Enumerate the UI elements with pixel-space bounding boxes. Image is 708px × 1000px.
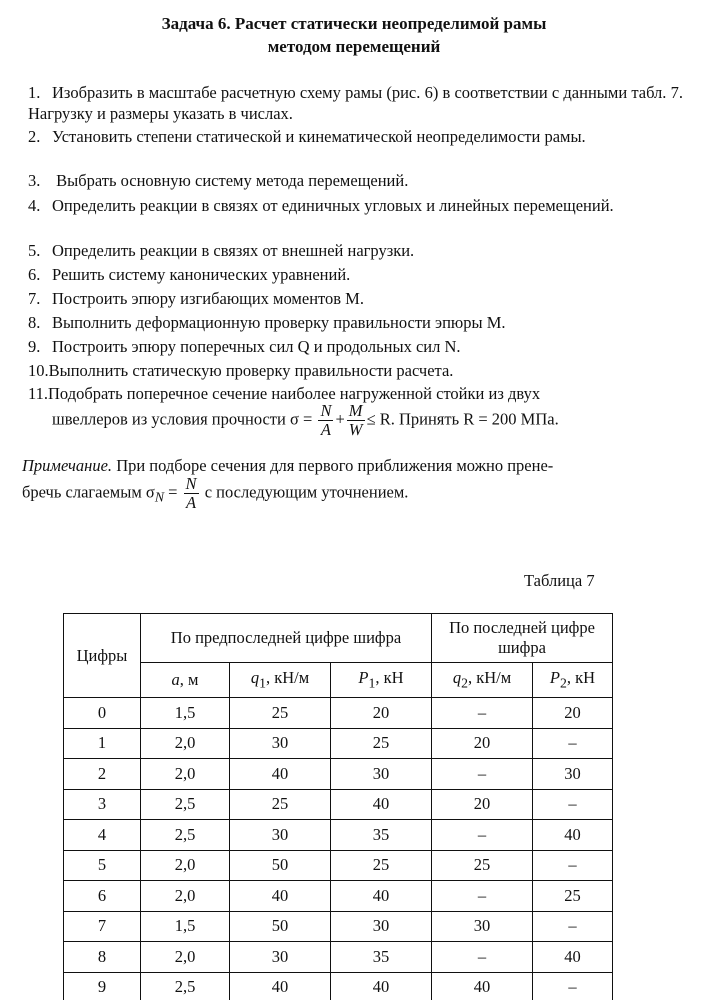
table-cell: 2,0 [141, 728, 230, 759]
table-cell: 3 [64, 789, 141, 820]
table-cell: 25 [331, 850, 432, 881]
fraction-m-w: $\frac{M}{W}$ [348, 401, 363, 439]
table-row [64, 728, 613, 759]
table-row [64, 698, 613, 729]
list-item-11: 11.Подобрать поперечное сечение наиболее нагруженной стойки из двух [28, 384, 541, 403]
table-cell: 50 [230, 911, 331, 942]
table-cell: 8 [64, 942, 141, 973]
table-row [64, 942, 613, 973]
table-cell: 30 [331, 911, 432, 942]
table-cell: – [533, 789, 613, 820]
table-cell: 30 [230, 820, 331, 851]
table-cell: 2,0 [141, 881, 230, 912]
table-row [64, 911, 613, 942]
table-cell: – [533, 972, 613, 1000]
table-cell: 1 [64, 728, 141, 759]
table-cell: 2,5 [141, 820, 230, 851]
table-cell: 20 [432, 789, 533, 820]
list-item-10: 10.Выполнить статическую проверку правильности расчета. [28, 361, 454, 380]
table-cell: – [432, 698, 533, 729]
table-cell: 40 [230, 972, 331, 1000]
table-cell: 30 [432, 911, 533, 942]
table-cell: 20 [533, 698, 613, 729]
list-item-1: 1. Изобразить в масштабе расчетную схему рамы (рис. 6) в соответствии с данными табл. 7. Нагрузку и размеры указать в числах. [28, 83, 683, 123]
col-q1: $q_1$, кН/м [230, 663, 331, 698]
strength-condition: швеллеров из условия прочности σ = $\frac{N}{A}$ + $\frac{M}{W}$ ≤ R. Принять R = 200 МПа. [52, 401, 559, 439]
table-cell: 35 [331, 942, 432, 973]
table-row [64, 789, 613, 820]
table-cell: 35 [331, 820, 432, 851]
table-cell: 40 [331, 881, 432, 912]
table-cell: 9 [64, 972, 141, 1000]
list-item-4: 4. Определить реакции в связях от единичных угловых и линейных перемещений. [28, 196, 614, 215]
header-digits: Цифры [64, 614, 141, 698]
note-line-2: бречь слагаемым $\sigma_N$ = $\frac{N}{A}$ с последующим уточнением. [22, 474, 409, 512]
col-p2: $P_2$, кН [533, 663, 613, 698]
table-cell: 25 [331, 728, 432, 759]
table-cell: 2,0 [141, 942, 230, 973]
table-caption: Таблица 7 [524, 571, 595, 590]
fraction-n-a: $\frac{N}{A}$ [320, 401, 332, 439]
table-cell: 5 [64, 850, 141, 881]
col-p1: $P_1$, кН [331, 663, 432, 698]
table-row [64, 759, 613, 790]
table-cell: 40 [432, 972, 533, 1000]
table-cell: 25 [533, 881, 613, 912]
table-cell: 2,0 [141, 759, 230, 790]
table-cell: 30 [230, 942, 331, 973]
table-cell: 2,5 [141, 972, 230, 1000]
table-cell: 1,5 [141, 698, 230, 729]
table-cell: – [432, 942, 533, 973]
header-group-penultimate: По предпоследней цифре шифра [141, 614, 432, 663]
table-cell: – [533, 850, 613, 881]
table-cell: – [432, 820, 533, 851]
list-item-3: 3. Выбрать основную систему метода перемещений. [28, 171, 409, 190]
note-line-1: Примечание. При подборе сечения для первого приближения можно прене- [22, 456, 554, 475]
list-item-9: 9. Построить эпюру поперечных сил Q и продольных сил N. [28, 337, 461, 356]
table-cell: 2,5 [141, 789, 230, 820]
fraction-n-a-2: $\frac{N}{A}$ [185, 474, 197, 512]
table-cell: 30 [533, 759, 613, 790]
task-title: Задача 6. Расчет статически неопределимой рамы [161, 14, 547, 33]
table-cell: – [533, 911, 613, 942]
data-table [63, 613, 613, 1000]
col-q2: $q_2$, кН/м [432, 663, 533, 698]
list-item-2: 2. Установить степени статической и кинематической неопределимости рамы. [28, 127, 586, 146]
table-cell: 2,0 [141, 850, 230, 881]
table-cell: 40 [331, 789, 432, 820]
table-cell: 30 [230, 728, 331, 759]
table-cell: 7 [64, 911, 141, 942]
table-cell: 40 [533, 820, 613, 851]
table-cell: 40 [533, 942, 613, 973]
table-cell: 40 [230, 759, 331, 790]
table-cell: 40 [230, 881, 331, 912]
table-cell: 6 [64, 881, 141, 912]
table-cell: 20 [331, 698, 432, 729]
table-cell: 50 [230, 850, 331, 881]
table-cell: 2 [64, 759, 141, 790]
table-row [64, 881, 613, 912]
list-item-6: 6. Решить систему канонических уравнений. [28, 265, 351, 284]
list-item-8: 8. Выполнить деформационную проверку правильности эпюры M. [28, 313, 506, 332]
table-cell: 25 [230, 698, 331, 729]
table-cell: 25 [230, 789, 331, 820]
table-row [64, 850, 613, 881]
table-cell: 20 [432, 728, 533, 759]
list-item-7: 7. Построить эпюру изгибающих моментов M. [28, 289, 364, 308]
table-cell: 25 [432, 850, 533, 881]
col-a: a, м [141, 663, 230, 698]
header-group-last: По последней цифре шифра [432, 614, 613, 663]
table-cell: – [432, 759, 533, 790]
table-cell: – [533, 728, 613, 759]
table-cell: 40 [331, 972, 432, 1000]
table-row [64, 972, 613, 1000]
table-cell: – [432, 881, 533, 912]
list-item-5: 5. Определить реакции в связях от внешней нагрузки. [28, 241, 415, 260]
table-row [64, 820, 613, 851]
task-subtitle: методом перемещений [267, 37, 441, 56]
table-cell: 1,5 [141, 911, 230, 942]
table-cell: 0 [64, 698, 141, 729]
table-cell: 4 [64, 820, 141, 851]
table-cell: 30 [331, 759, 432, 790]
